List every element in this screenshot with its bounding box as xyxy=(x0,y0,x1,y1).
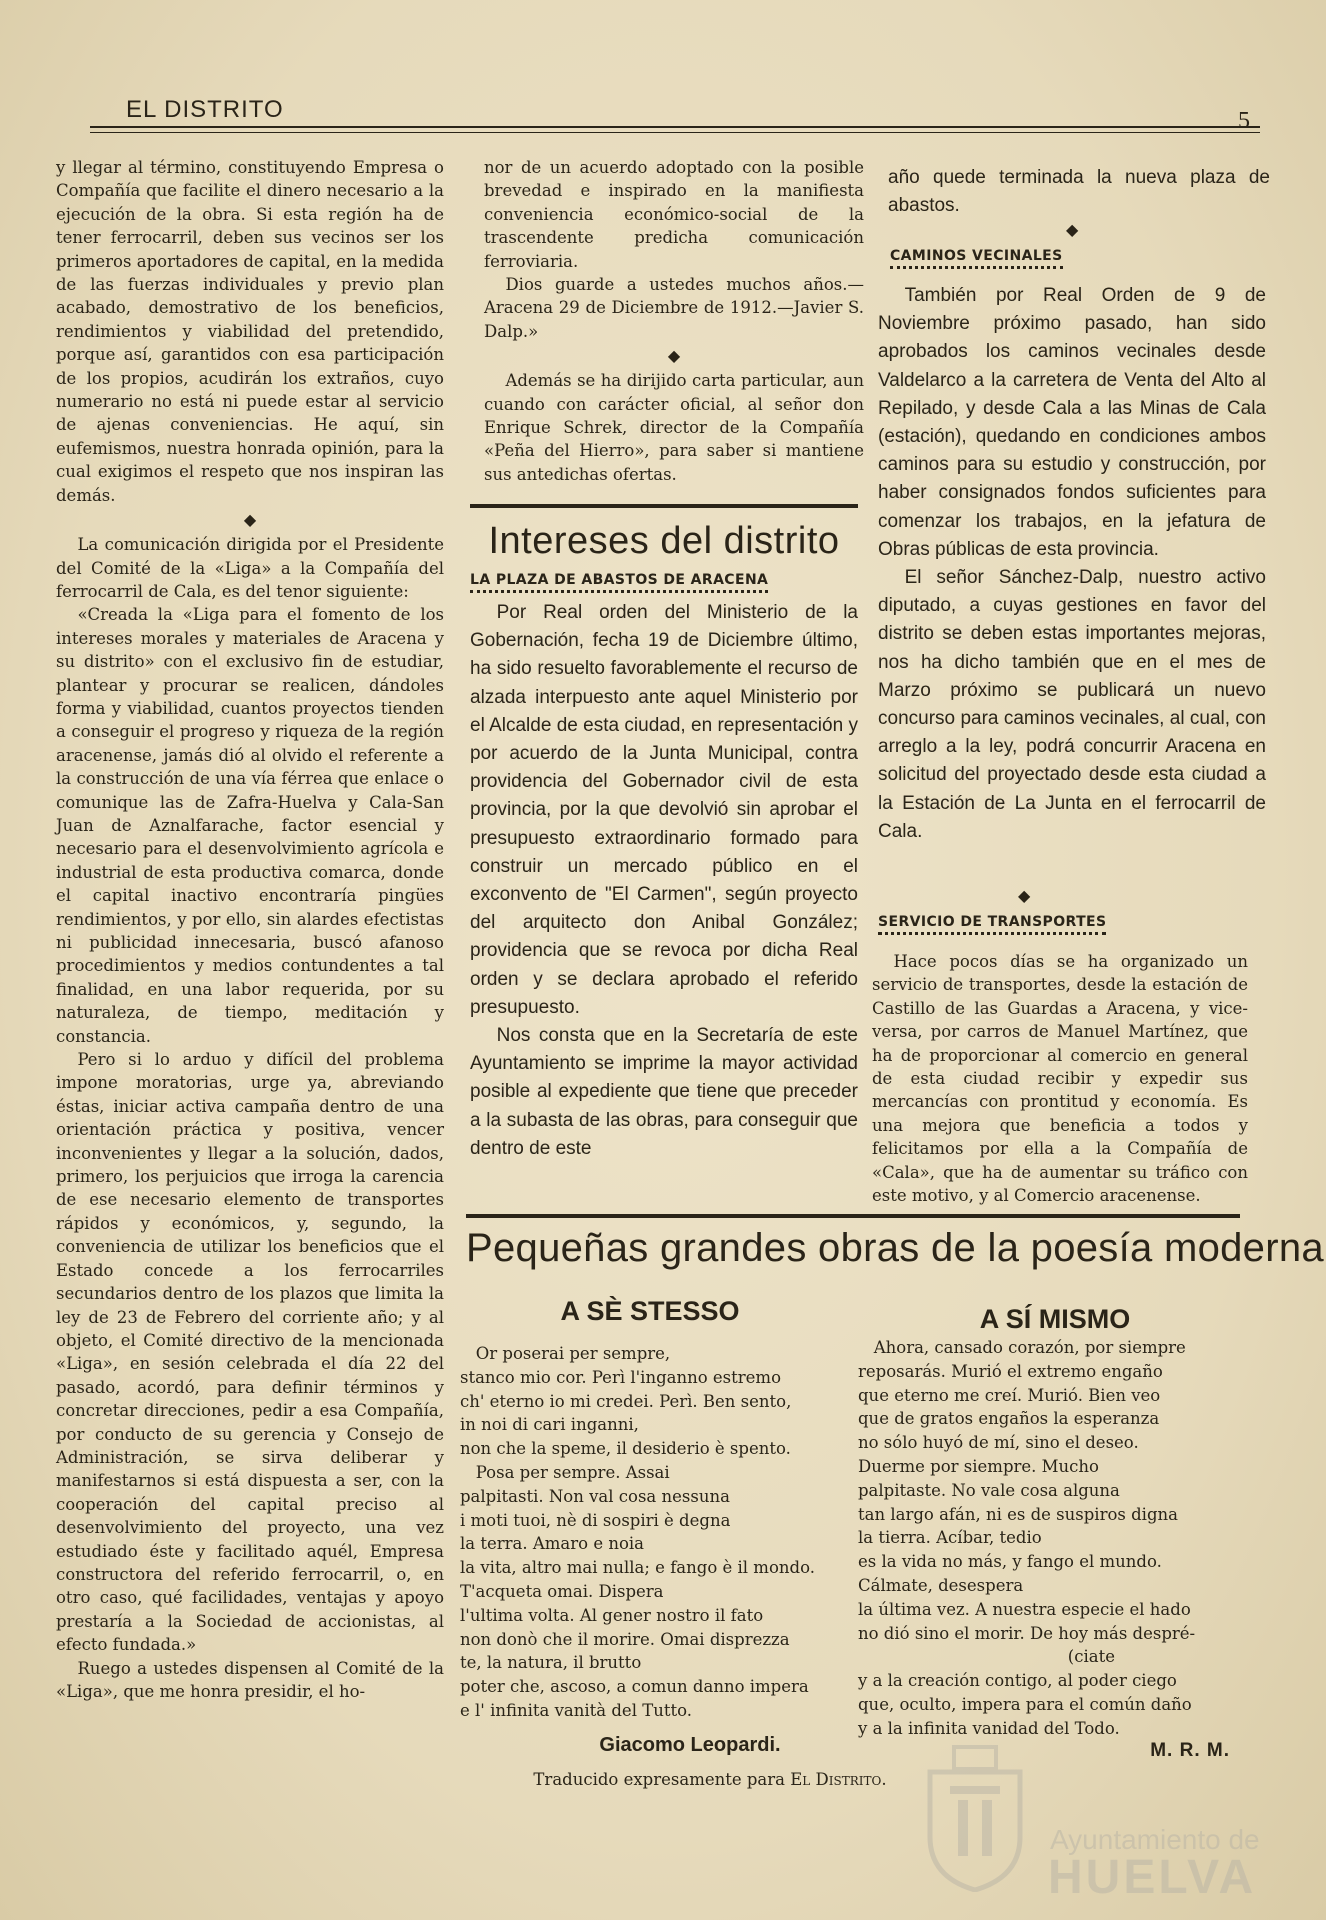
translation-note xyxy=(460,1770,960,1789)
servicio-transportes-subhead: SERVICIO DE TRANSPORTES xyxy=(878,914,1106,935)
paragraph: La comunicación dirigida por el Presidente del Comité de la «Liga» a la Compañía del ferrocarril de Cala, es del tenor siguiente: xyxy=(56,535,444,601)
poesia-headline: Pequeñas grandes obras de la poesía moderna xyxy=(466,1226,1324,1270)
italian-poem-title: A SÈ STESSO xyxy=(560,1296,740,1326)
masthead-rule xyxy=(90,126,1260,128)
paragraph: «Creada la «Liga para el fomento de los intereses morales y materiales de Aracena y su distrito» con el exclusivo fin de estudiar, plantear y procurar se realicen, dándoles forma y viabilidad, cuantos proyectos tienden a conseguir el progreso y riqueza de la región aracenense, jamás dió al olvido el referente a la construcción de una vía férrea que enlace o comunique las de Zafra-Huelva y Cala-San Juan de Aznalfarache, factor esencial y necesario para el desenvolvimiento agrícola e industrial de esta productiva comarca, donde el capital inactivo encontraría pingües rendimientos, y por ello, sin alardes efectistas ni publicidad innecesaria, buscó afanoso procedimientos y medios contundentes a tal finalidad, en una labor requerida, por su naturaleza, de tiempo, meditación y constancia. xyxy=(56,605,444,1046)
paragraph: y llegar al término, constituyendo Empresa o Compañía que facilite el dinero necesario a la ejecución de la obra. Si esta región ha de tener ferrocarril, deben sus vecinos ser los primeros aportadores de capital, en la medida de las fuerzas individuales y previo plan acabado, demostrativo de los beneficios, rendimientos y viabilidad del pretendido, porque así, garantidos con esa participación de los propios, acudirán los extraños, cuyo numerario no está ni puede estar al servicio de ajenas conveniencias. He aquí, sin eufemismos, nuestra honrada opinión, para la cual exigimos el respeto que nos inspiran las demás. xyxy=(56,158,444,505)
section-rule xyxy=(470,504,858,508)
caminos-article xyxy=(878,282,1266,846)
page-number: 5 xyxy=(1238,108,1250,134)
paragraph: Hace pocos días se ha organizado un servicio de transportes, desde la estación de Castillo de las Guardas a Aracena, y vice-versa, por carros de Manuel Martínez, que ha de proporcionar al comercio en general de esta ciudad recibir y expedir sus mercancías con prontitud y economía. Es una mejora que beneficia a todos y felicitamos por ella a la Compañía de «Cala», que ha de aumentar su tráfico con este motivo, y al Comercio aracenense. xyxy=(872,952,1248,1206)
watermark-line-2: HUELVA xyxy=(1048,1851,1257,1904)
caminos-vecinales-subhead: CAMINOS VECINALES xyxy=(890,248,1063,269)
paragraph: Por Real orden del Ministerio de la Gobernación, fecha 19 de Diciembre último, ha sido resuelto favorablemente el recurso de alzada interpuesto ante aquel Ministerio por el Alcalde de esta ciudad, en representación y por acuerdo de la Junta Municipal, contra providencia del Gobernador civil de esta provincia, por la que devolvió sin aprobar el presupuesto extraordinario formado para construir un mercado público en el exconvento de "El Carmen", según proyecto del arquitecto don Anibal González; providencia que se revoca por dicha Real orden y se declara aprobado el referido presupuesto. xyxy=(470,602,858,1018)
column-3-top xyxy=(888,164,1270,220)
section-divider xyxy=(466,1214,1240,1218)
translation-note-text: Traducido expresamente para xyxy=(533,1770,791,1789)
italian-author: Giacomo Leopardi. xyxy=(599,1734,781,1756)
diamond-separator: ◆ xyxy=(1018,886,1031,905)
intereses-article xyxy=(470,504,858,1163)
paragraph: año quede terminada la nueva plaza de abastos. xyxy=(888,167,1270,217)
diamond-separator: ◆ xyxy=(667,346,681,366)
paragraph: Además se ha dirijido carta particular, aun cuando con carácter oficial, al señor don Enrique Schrek, director de la Compañía «Peña del Hierro», para saber si mantiene sus antedichas ofertas. xyxy=(484,371,864,484)
servicio-head-wrap xyxy=(878,910,1106,941)
paragraph: También por Real Orden de 9 de Noviembre próximo pasado, han sido aprobados los caminos vecinales desde Valdelarco a la carretera de Venta del Alto al Repilado, y desde Cala a las Minas de Cala (estación), quedando en condiciones ambos caminos para su estudio y construcción, por haber consignados fondos suficientes para comenzar los trabajos, en la jefatura de Obras públicas de esta provincia. xyxy=(878,285,1266,560)
caminos-head-wrap xyxy=(890,244,1063,275)
italian-poem-text: Or poserai per sempre, stanco mio cor. Perì l'inganno estremo ch' eterno io mi credei. Perì. Ben sento, in noi di cari inganni, non che la speme, il desiderio è spento. Posa per sempre. Assai palpitasti. Non val cosa nessuna i moti tuoi, nè di sospiri è degna la terra. Amaro e noia la vita, altro mai nulla; e fango è il mondo. T'acqueta omai. Dispera l'ultima volta. Al gener nostro il fato non donò che il morire. Omai disprezza te, la natura, il brutto poter che, ascoso, a comun danno impera e l' infinita vanità del Tutto. xyxy=(460,1344,815,1720)
translation-note-target: El Distrito. xyxy=(790,1770,887,1789)
servicio-article xyxy=(872,950,1248,1207)
paragraph: El señor Sánchez-Dalp, nuestro activo diputado, a cuyas gestiones en favor del distrito se deben estas importantes mejoras, nos ha dicho también que en el mes de Marzo próximo se publicará un nuevo concurso para caminos vecinales, al cual, con arreglo a la ley, podrá concurrir Aracena en solicitud del proyectado desde esta ciudad a la Estación de La Junta en el ferrocarril de Cala. xyxy=(878,567,1266,842)
masthead xyxy=(90,96,1260,146)
translator-initials: M. R. M. xyxy=(1150,1740,1230,1761)
paragraph: Ruego a ustedes dispensen al Comité de la «Liga», que me honra presidir, el ho- xyxy=(56,1658,444,1701)
masthead-rule-thin xyxy=(90,132,1260,133)
paragraph: Pero si lo arduo y difícil del problema impone moratorias, urge ya, abreviando éstas, iniciar activa campaña dentro de una orientación práctica y positiva, vencer inconvenientes y llegar a la solución, dados, primero, los perjuicios que irroga la carencia de ese necesario elemento de transportes rápidos y económicos, y, segundo, la conveniencia de utilizar los beneficios que el Estado concede a los ferrocarriles secundarios dentro de los plazos que limita la ley de 23 de Febrero del corriente año; y al objeto, el Comité directivo de la mencionada «Liga», en sesión celebrada el día 22 del pasado, acordó, para definir términos y concretar direcciones, pedir a esa Compañía, por conducto de su gerencia y Consejo de Administración, se sirva deliberar y manifestarnos si está dispuesta a ser, con la cooperación del capital preciso al desenvolvimiento del proyecto, una vez estudiado éste y facilitado aquél, Empresa constructora del referido ferrocarril, o, en otro caso, qué facilidades, ventajas y apoyo prestaría a la Sociedad de accionistas, al efecto fundada.» xyxy=(56,1050,444,1655)
plaza-abastos-subhead: LA PLAZA DE ABASTOS DE ARACENA xyxy=(470,572,768,593)
spanish-poem-title: A SÍ MISMO xyxy=(979,1304,1131,1334)
spanish-poem-text: Ahora, cansado corazón, por siempre reposarás. Murió el extremo engaño que eterno me creí. Murió. Bien veo que de gratos engaños la esperanza no sólo huyó de mí, sino el deseo. Duerme por siempre. Mucho palpitaste. No vale cosa alguna tan largo afán, ni es de suspiros digna la tierra. Acíbar, tedio es la vida no más, y fango el mundo. Cálmate, desespera la última vez. A nuestra especie el hado no dió sino el morir. De hoy más despré- (ciate y a la creación contigo, al poder ciego que, oculto, impera para el común daño y a la infinita vanidad del Todo. xyxy=(858,1338,1196,1738)
column-1 xyxy=(56,156,444,1703)
diamond-separator: ◆ xyxy=(243,510,257,530)
watermark-line-1: Ayuntamiento de xyxy=(1050,1824,1260,1855)
paragraph: Nos consta que en la Secretaría de este Ayuntamiento se imprime la mayor actividad posible al expediente que tiene que preceder a la subasta de las obras, para conseguir que dentro de este xyxy=(470,1025,858,1159)
newspaper-title: EL DISTRITO xyxy=(126,96,284,123)
diamond-separator: ◆ xyxy=(1066,220,1079,239)
column-2 xyxy=(484,156,864,486)
intereses-headline: Intereses del distrito xyxy=(488,520,840,562)
paragraph: nor de un acuerdo adoptado con la posible brevedad e inspirado en la manifiesta conveniencia económico-social de la trascendente predicha comunicación ferroviaria. xyxy=(484,158,864,271)
coat-of-arms-icon xyxy=(920,1742,1030,1892)
paragraph: Dios guarde a ustedes muchos años.— Aracena 29 de Diciembre de 1912.—Javier S. Dalp.» xyxy=(484,275,864,341)
archive-watermark xyxy=(920,1742,1320,1902)
